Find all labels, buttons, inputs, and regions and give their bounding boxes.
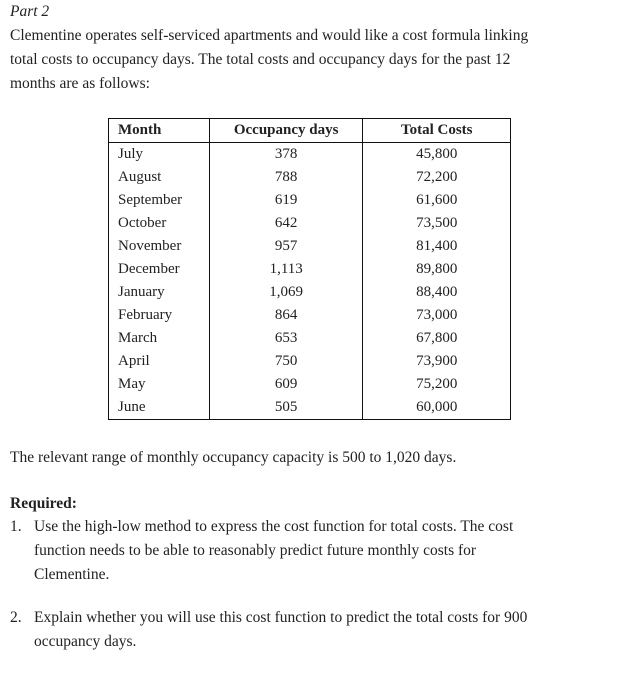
cell-days: 750 (209, 350, 363, 373)
cell-month: October (109, 212, 210, 235)
cell-days: 1,069 (209, 281, 363, 304)
table-row (109, 189, 511, 212)
intro-line: months are as follows: (10, 75, 150, 92)
intro-line: total costs to occupancy days. The total costs and occupancy days for the past 12 (10, 51, 511, 68)
header-total-costs: Total Costs (363, 119, 511, 143)
part-title: Part 2 (10, 3, 50, 20)
question-line: Clementine. (34, 566, 110, 583)
table-row (109, 143, 511, 167)
table-row (109, 258, 511, 281)
question-number: 1. (10, 518, 22, 535)
question-line: Use the high-low method to express the cost function for total costs. The cost (34, 518, 514, 535)
cell-month: July (109, 143, 210, 167)
table-row (109, 396, 511, 420)
cell-days: 505 (209, 396, 363, 420)
cell-days: 864 (209, 304, 363, 327)
table-row (109, 235, 511, 258)
cell-days: 642 (209, 212, 363, 235)
question-text (34, 606, 604, 654)
cell-days: 653 (209, 327, 363, 350)
cell-days: 609 (209, 373, 363, 396)
cell-days: 619 (209, 189, 363, 212)
cell-cost: 81,400 (363, 235, 511, 258)
table-row (109, 304, 511, 327)
table-row (109, 281, 511, 304)
cell-month: December (109, 258, 210, 281)
header-month: Month (109, 119, 210, 143)
cell-month: February (109, 304, 210, 327)
cell-month: January (109, 281, 210, 304)
relevant-range-text: The relevant range of monthly occupancy capacity is 500 to 1,020 days. (10, 449, 457, 466)
cell-cost: 89,800 (363, 258, 511, 281)
question-line: function needs to be able to reasonably predict future monthly costs for (34, 542, 477, 559)
table-row (109, 212, 511, 235)
cell-month: August (109, 166, 210, 189)
cell-days: 1,113 (209, 258, 363, 281)
header-occupancy-days: Occupancy days (209, 119, 363, 143)
cell-days: 378 (209, 143, 363, 167)
cell-days: 957 (209, 235, 363, 258)
cell-cost: 73,000 (363, 304, 511, 327)
required-heading: Required: (10, 495, 77, 512)
cell-month: May (109, 373, 210, 396)
table-row (109, 373, 511, 396)
cell-cost: 60,000 (363, 396, 511, 420)
cell-cost: 61,600 (363, 189, 511, 212)
cell-cost: 73,900 (363, 350, 511, 373)
cell-cost: 67,800 (363, 327, 511, 350)
occupancy-cost-table (108, 118, 511, 420)
cell-month: March (109, 327, 210, 350)
cell-month: September (109, 189, 210, 212)
table-row (109, 350, 511, 373)
question-line: occupancy days. (34, 633, 137, 650)
cell-month: June (109, 396, 210, 420)
cell-cost: 88,400 (363, 281, 511, 304)
cell-cost: 73,500 (363, 212, 511, 235)
intro-line: Clementine operates self-serviced apartments and would like a cost formula linking (10, 27, 529, 44)
table-header-row (109, 119, 511, 143)
cell-month: November (109, 235, 210, 258)
table-row (109, 166, 511, 189)
intro-paragraph (10, 24, 610, 96)
cell-cost: 75,200 (363, 373, 511, 396)
question-number: 2. (10, 609, 22, 626)
question-line: Explain whether you will use this cost function to predict the total costs for 900 (34, 609, 528, 626)
table-row (109, 327, 511, 350)
cell-month: April (109, 350, 210, 373)
question-text (34, 515, 604, 587)
cell-cost: 45,800 (363, 143, 511, 167)
cell-days: 788 (209, 166, 363, 189)
cell-cost: 72,200 (363, 166, 511, 189)
